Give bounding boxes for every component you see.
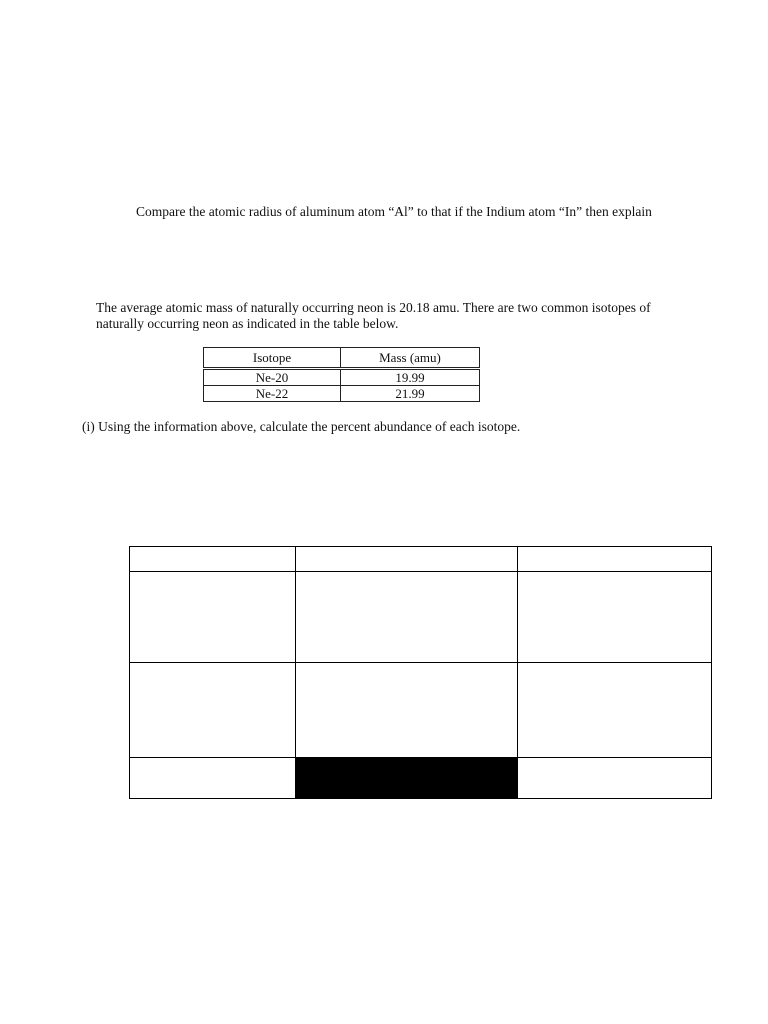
question-atomic-radius: Compare the atomic radius of aluminum atom “Al” to that if the Indium atom “In” then explain: [136, 204, 652, 219]
mass-cell: 21.99: [341, 386, 480, 402]
isotope-table-header-row: [204, 348, 480, 369]
answer-grid-row: [130, 547, 712, 572]
question-percent-abundance: (i) Using the information above, calculate the percent abundance of each isotope.: [82, 419, 521, 434]
table-row: [204, 386, 480, 402]
isotope-cell: Ne-22: [204, 386, 341, 402]
answer-grid-row: [130, 758, 712, 799]
isotope-header: Isotope: [204, 348, 341, 369]
isotope-cell: Ne-20: [204, 369, 341, 386]
answer-grid: [129, 546, 712, 799]
answer-cell: [518, 663, 712, 758]
answer-cell: [296, 547, 518, 572]
isotope-table: [203, 347, 480, 402]
answer-grid-row: [130, 572, 712, 663]
answer-cell: [130, 663, 296, 758]
filled-cell: [296, 758, 518, 799]
table-row: [204, 369, 480, 386]
answer-cell: [296, 572, 518, 663]
neon-paragraph: The average atomic mass of naturally occurring neon is 20.18 amu. There are two common isotopes of naturally occurring neon as indicated in the table below.: [96, 300, 651, 331]
answer-cell: [518, 547, 712, 572]
answer-cell: [518, 572, 712, 663]
answer-cell: [130, 758, 296, 799]
answer-cell: [518, 758, 712, 799]
mass-header: Mass (amu): [341, 348, 480, 369]
answer-cell: [296, 663, 518, 758]
answer-grid-row: [130, 663, 712, 758]
mass-cell: 19.99: [341, 369, 480, 386]
answer-cell: [130, 572, 296, 663]
answer-cell: [130, 547, 296, 572]
